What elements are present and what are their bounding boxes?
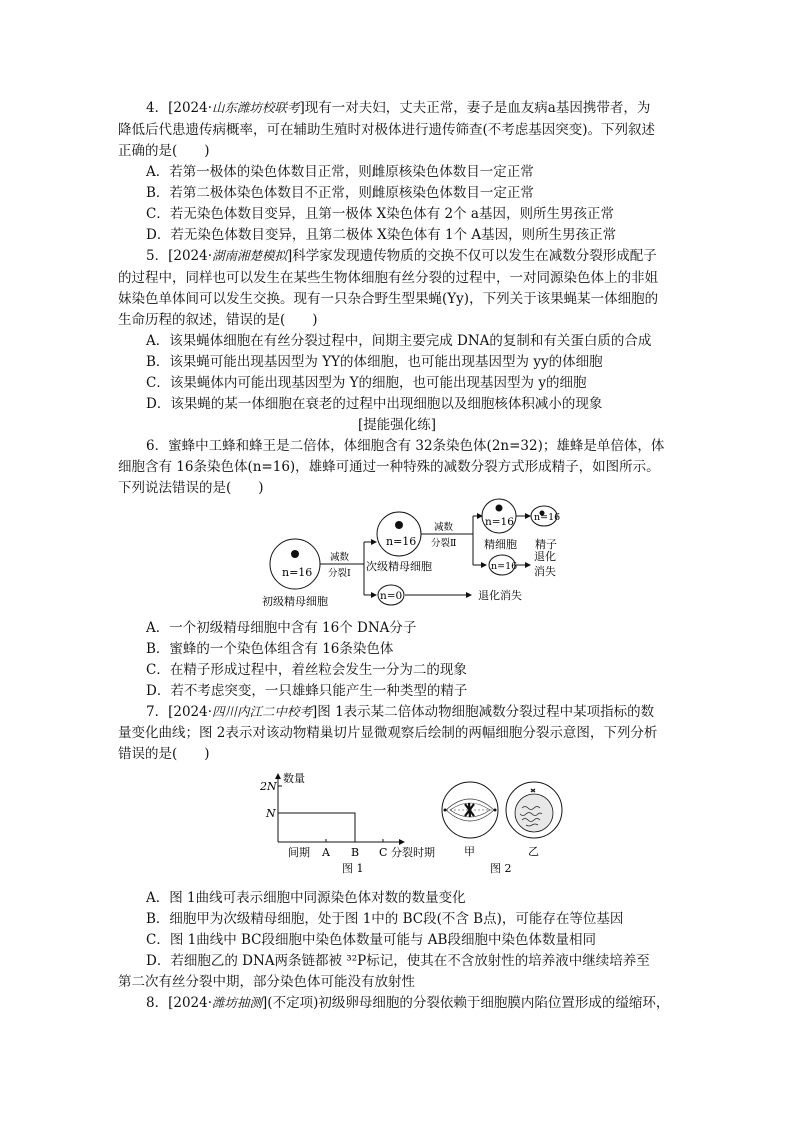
secondary-cell-label: 次级精母细胞 [366, 560, 432, 573]
q6-option-d: D．若不考虑突变，一只雄蜂只能产生一种类型的精子 [146, 683, 468, 699]
small-cell-n-label: n=16 [491, 561, 518, 572]
q8-stem-1: ](不定项)初级卵母细胞的分裂依赖于细胞膜内陷位置形成的缢缩环， [262, 995, 670, 1011]
q7-line-1 [146, 702, 654, 722]
small-cell-degen-a: 退化 [534, 550, 556, 563]
q6-line-2: 细胞含有 16条染色体(n=16)，雄蜂可通过一种特殊的减数分裂方式形成精子，如图所示。 [118, 459, 660, 475]
q6-line-1: 6．蜜蜂中工蜂和蜂王是二倍体，体细胞含有 32条染色体(2n=32)；雄蜂是单倍体，体 [146, 438, 665, 454]
fig2-caption: 图 2 [490, 862, 512, 875]
sperm-n-label: n=16 [534, 512, 561, 523]
q6-line-3: 下列说法错误的是( ) [118, 480, 264, 496]
q7-number: 7．[2024· [146, 704, 213, 720]
q4-option-b: B．若第二极体染色体数目不正常，则雌原核染色体数目一定正常 [146, 185, 534, 201]
q5-line-4: 生命历程的叙述，错误的是( ) [118, 312, 318, 328]
q7-option-a: A．图 1曲线可表示细胞中同源染色体对数的数量变化 [146, 890, 466, 906]
q5-source: 湖南湘楚模拟 [212, 248, 288, 263]
q6-option-c: C．在精子形成过程中，着丝粒会发生一分为二的现象 [146, 662, 467, 678]
fig1-x-b: B [351, 846, 360, 859]
q4-line-1 [146, 98, 650, 118]
secondary-cell-nucleus [395, 521, 403, 529]
fig1-x-a: A [322, 846, 330, 859]
fig1-y-title: 数量 [283, 772, 305, 785]
div1-label-a: 减数 [330, 552, 350, 563]
fig1-x-title: 分裂时期 [391, 846, 435, 859]
q4-source: 山东潍坊校联考 [212, 100, 300, 115]
fig1-caption: 图 1 [342, 862, 364, 875]
q5-stem-1: ]科学家发现遗传物质的交换不仅可以发生在减数分裂形成配子 [287, 248, 657, 264]
q4-line-3: 正确的是( ) [118, 143, 210, 159]
q4-number: 4．[2024· [146, 100, 213, 116]
primary-cell-circle [270, 539, 320, 589]
fig1-x-interphase: 间期 [288, 846, 310, 859]
q6-spermatogenesis-diagram [258, 494, 568, 612]
q5-line-1 [146, 246, 657, 266]
q4-option-d: D．若无染色体数目变异，且第二极体 X染色体有 1个 A基因，则所生男孩正常 [146, 227, 617, 243]
q4-option-c: C．若无染色体数目变异，且第一极体 X染色体有 2个 a基因，则所生男孩正常 [146, 206, 614, 222]
q8-line-1 [146, 993, 669, 1013]
q7-option-c: C．图 1曲线中 BC段细胞中染色体数量可能与 AB段细胞中染色体数量相同 [146, 932, 596, 948]
sperm-cell-nucleus [496, 505, 503, 512]
fig1-curve [278, 813, 355, 842]
cell-yi-label: 乙 [528, 845, 539, 858]
primary-cell-nucleus [291, 550, 299, 558]
n0-cell-label: n=0 [380, 590, 403, 602]
q4-option-a: A．若第一极体的染色体数目正常，则雌原核染色体数目一定正常 [146, 164, 534, 180]
cell-jia-label: 甲 [464, 845, 475, 858]
q7-option-b: B．细胞甲为次级精母细胞，处于图 1中的 BC段(不含 B点)，可能存在等位基因 [146, 911, 624, 927]
q5-option-d: D．该果蝇的某一体细胞在衰老的过程中出现细胞以及细胞核体积减小的现象 [146, 396, 603, 412]
section-title: [提能强化练] [357, 417, 437, 433]
q8-number: 8．[2024· [146, 995, 213, 1011]
sperm-cell-n-label: n=16 [485, 516, 514, 528]
q7-option-d-line-1: D．若细胞乙的 DNA两条链都被 ³²P标记，使其在不含放射性的培养液中继续培养至 [146, 953, 650, 969]
small-cell-degen-b: 消失 [534, 565, 556, 578]
div1-label-b: 分裂Ⅰ [328, 568, 351, 579]
q7-stem-1: ]图 1表示某二倍体动物细胞减数分裂过程中某项指标的数 [312, 704, 655, 720]
fig1-y-n: N [266, 807, 276, 820]
primary-cell-label: 初级精母细胞 [262, 595, 328, 608]
q7-figure-2 [436, 780, 568, 880]
q7-line-3: 错误的是( ) [118, 746, 210, 762]
secondary-cell-n-label: n=16 [386, 535, 417, 548]
sperm-cell-label: 精细胞 [484, 538, 517, 551]
div2-label-b: 分裂Ⅱ [431, 538, 457, 549]
q7-figure-1 [252, 768, 442, 880]
q4-line-2: 降低后代患遗传病概率，可在辅助生殖时对极体进行遗传筛查(不考虑基因突变)。下列叙述 [118, 122, 656, 138]
cell-yi-nucleus [515, 794, 553, 832]
q6-option-b: B．蜜蜂的一个染色体组含有 16条染色体 [146, 641, 394, 657]
q5-number: 5．[2024· [146, 248, 213, 264]
q5-option-a: A．该果蝇体细胞在有丝分裂过程中，间期主要完成 DNA的复制和有关蛋白质的合成 [146, 333, 652, 349]
q7-option-d-line-2: 第二次有丝分裂中期，部分染色体可能没有放射性 [118, 974, 415, 990]
cell-yi-centriole [531, 789, 535, 792]
n0-degenerate-label: 退化消失 [478, 589, 522, 602]
q6-option-a: A．一个初级精母细胞中含有 16个 DNA分子 [146, 620, 417, 636]
div2-label-a: 减数 [434, 522, 454, 533]
sperm-label: 精子 [535, 538, 557, 551]
q7-source: 四川内江二中校考 [212, 704, 313, 719]
q5-line-2: 的过程中，同样也可以发生在某些生物体细胞有丝分裂的过程中，一对同源染色体上的非姐 [118, 270, 658, 286]
secondary-cell-circle [377, 512, 421, 556]
q5-line-3: 妹染色单体间可以发生交换。现有一只杂合野生型果蝇(Yy)，下列关于该果蝇某一体细胞的 [118, 291, 659, 307]
primary-cell-n-label: n=16 [282, 566, 313, 579]
q5-option-c: C．该果蝇体内可能出现基因型为 Y的细胞，也可能出现基因型为 y的细胞 [146, 375, 587, 391]
q7-line-2: 量变化曲线；图 2表示对该动物精巢切片显微观察后绘制的两幅细胞分裂示意图，下列分析 [118, 725, 658, 741]
cell-jia-centriole-right [494, 809, 497, 812]
q8-source: 潍坊抽测 [212, 995, 263, 1010]
q4-stem-1: ]现有一对夫妇，丈夫正常，妻子是血友病a基因携带者，为 [299, 100, 651, 116]
cell-jia-centriole-left [444, 809, 447, 812]
fig1-y-2n: 2N [260, 780, 277, 793]
q5-option-b: B．该果蝇可能出现基因型为 YY的体细胞，也可能出现基因型为 yy的体细胞 [146, 354, 603, 370]
fig1-x-c: C [379, 846, 388, 859]
